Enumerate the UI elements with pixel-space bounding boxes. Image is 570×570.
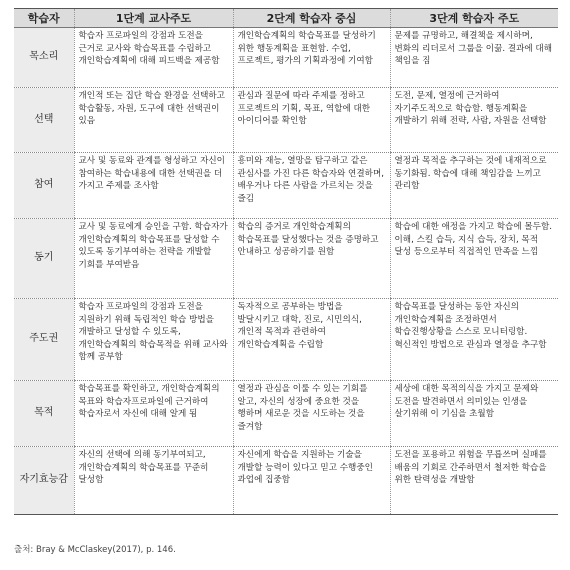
table-row: [14, 381, 558, 447]
table-row: [14, 88, 558, 153]
row-category: 자기효능감: [14, 447, 74, 515]
comparison-table-container: [14, 8, 558, 515]
cell-stage-1: 자신의 선택에 의해 동기부여되고, 개인학습계획의 학습목표를 꾸준히 달성함: [74, 447, 233, 515]
cell-stage-1: 개인적 또는 집단 학습 환경을 선택하고 학습활동, 자원, 도구에 대한 선택권이 있음: [74, 88, 233, 153]
cell-stage-2: 자신에게 학습을 지원하는 기술을 개발할 능력이 있다고 믿고 수행중인 과업에 집중함: [233, 447, 390, 515]
cell-stage-1: 학습자 프로파일의 강점과 도전을 근거로 교사와 학습목표를 수립하고 개인학습계획에 대해 피드백을 제공함: [74, 28, 233, 88]
table-row: [14, 153, 558, 219]
cell-stage-3: 문제를 규명하고, 해결책을 제시하며, 변화의 리더로서 그룹을 이끎. 결과에 대해 책임을 짐: [390, 28, 558, 88]
cell-stage-3: 열정과 목적을 추구하는 것에 내재적으로 동기화됨. 학습에 대해 책임감을 느끼고 관리함: [390, 153, 558, 219]
header-learner: 학습자: [14, 9, 74, 28]
cell-stage-1: 학습목표를 확인하고, 개인학습계획의 목표와 학습자프로파일에 근거하여 학습자로서 자신에 대해 알게 됨: [74, 381, 233, 447]
header-stage-1: 1단계 교사주도: [74, 9, 233, 28]
header-stage-2: 2단계 학습자 중심: [233, 9, 390, 28]
cell-stage-1: 교사 및 동료에게 승인을 구함. 학습자가 개인학습계획의 학습목표를 달성할 수 있도록 동기부여하는 전략을 개발할 기회를 부여받음: [74, 219, 233, 299]
cell-stage-3: 도전, 문제, 열정에 근거하여 자기주도적으로 학습함. 행동계획을 개발하기 위해 전략, 사람, 자원을 선택함: [390, 88, 558, 153]
row-category: 참여: [14, 153, 74, 219]
cell-stage-2: 흥미와 재능, 열망을 탐구하고 같은 관심사를 가진 다른 학습자와 연결하며, 배우거나 다른 사람을 가르치는 것을 즐김: [233, 153, 390, 219]
table-row: [14, 299, 558, 381]
learner-stage-table: [14, 8, 558, 515]
cell-stage-2: 학습의 증거로 개인학습계획의 학습목표를 달성했다는 것을 증명하고 안내하고 성공하기를 원함: [233, 219, 390, 299]
header-stage-3: 3단계 학습자 주도: [390, 9, 558, 28]
cell-stage-3: 세상에 대한 목적의식을 가지고 문제와 도전을 발견하면서 의미있는 인생을 살기위해 이 기심을 초월함: [390, 381, 558, 447]
row-category: 목적: [14, 381, 74, 447]
row-category: 목소리: [14, 28, 74, 88]
cell-stage-2: 열정과 관심을 이룰 수 있는 기회를 알고, 자신의 성장에 중요한 것을 행하며 새로운 것을 시도하는 것을 즐겨함: [233, 381, 390, 447]
row-category: 주도권: [14, 299, 74, 381]
cell-stage-1: 학습자 프로파일의 강점과 도전을 지원하기 위해 독립적인 학습 방법을 개발하고 달성할 수 있도록, 개인학습계획의 학습목적을 위해 교사와 함께 공부함: [74, 299, 233, 381]
cell-stage-3: 학습에 대한 애정을 가지고 학습에 몰두함. 이해, 스킬 습득, 지식 습득, 장치, 목적 달성 등으로부터 직접적인 만족을 느낌: [390, 219, 558, 299]
cell-stage-3: 도전을 포용하고 위험을 무릅쓰며 실패를 배움의 기회로 간주하면서 철저한 학습을 위한 탄력성을 개발함: [390, 447, 558, 515]
row-category: 동기: [14, 219, 74, 299]
table-header-row: [14, 9, 558, 28]
cell-stage-2: 관심과 질문에 따라 주제를 정하고 프로젝트의 기획, 목표, 역할에 대한 아이디어를 확인함: [233, 88, 390, 153]
cell-stage-2: 개인학습계획의 학습목표를 달성하기 위한 행동계획을 표현함. 수업, 프로젝트, 평가의 기획과정에 기여함: [233, 28, 390, 88]
table-row: [14, 447, 558, 515]
cell-stage-2: 독자적으로 공부하는 방법을 발달시키고 대학, 진로, 시민의식, 개인적 목적과 관련하여 개인학습계획을 수립함: [233, 299, 390, 381]
table-row: [14, 219, 558, 299]
row-category: 선택: [14, 88, 74, 153]
table-row: [14, 28, 558, 88]
source-citation: 출처: Bray & McClaskey(2017), p. 146.: [14, 545, 176, 555]
cell-stage-1: 교사 및 동료와 관계를 형성하고 자신이 참여하는 학습내용에 대한 선택권을 더 가지고 주제를 조사함: [74, 153, 233, 219]
cell-stage-3: 학습목표를 달성하는 동안 자신의 개인학습계획을 조정하면서 학습진행상황을 스스로 모니터링함. 혁신적인 방법으로 관심과 열정을 추구함: [390, 299, 558, 381]
